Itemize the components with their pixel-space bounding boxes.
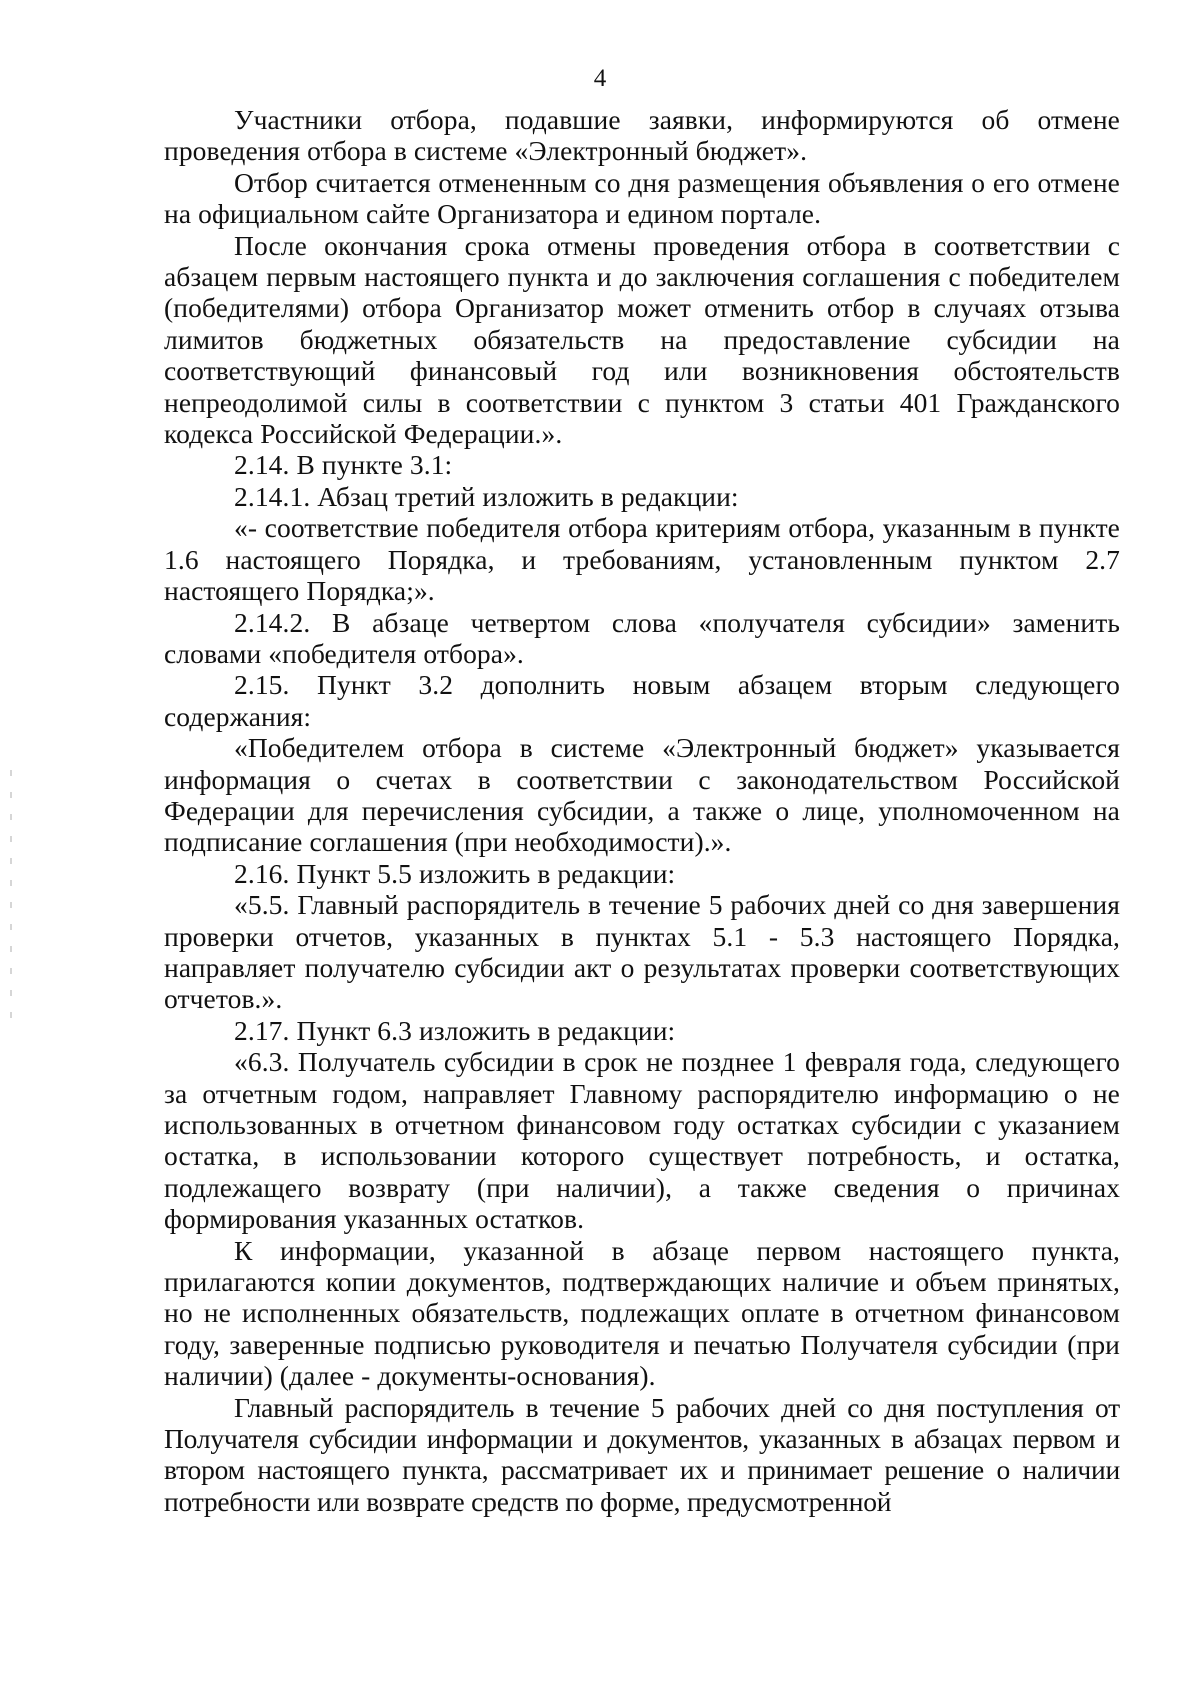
document-body [164, 104, 1120, 1517]
paragraph-11: «5.5. Главный распорядитель в течение 5 рабочих дней со дня завершения проверки отчетов, указанных в пунктах 5.1 - 5.3 настоящего Порядка, направляет получателю субсидии акт о результатах проверки соответствующих отчетов.». [164, 889, 1120, 1015]
page-number: 4 [593, 65, 607, 92]
paragraph-14: К информации, указанной в абзаце первом настоящего пункта, прилагаются копии документов, подтверждающих наличие и объем принятых, но не исполненных обязательств, подлежащих оплате в отчетном финансовом году, заверенные подписью руководителя и печатью Получателя субсидии (при наличии) (далее - документы-основания). [164, 1234, 1120, 1392]
paragraph-3: После окончания срока отмены проведения отбора в соответствии с абзацем первым настоящего пункта и до заключения соглашения с победителем (победителями) отбора Организатор может отменить отбор в случаях отзыва лимитов бюджетных обязательств на предоставление субсидии на соответствующий финансовый год или возникновения обстоятельств непреодолимой силы в соответствии с пунктом 3 статьи 401 Гражданского кодекса Российской Федерации.». [164, 229, 1120, 450]
paragraph-4: 2.14. В пункте 3.1: [234, 449, 453, 481]
paragraph-10: 2.16. Пункт 5.5 изложить в редакции: [234, 857, 676, 889]
paragraph-9: «Победителем отбора в системе «Электронный бюджет» указывается информация о счетах в соответствии с законодательством Российской Федерации для перечисления субсидии, а также о лице, уполномоченном на подписание соглашения (при необходимости).». [164, 732, 1120, 858]
paragraph-6: «- соответствие победителя отбора критериям отбора, указанным в пункте 1.6 настоящего Порядка, и требованиям, установленным пунктом 2.7 настоящего Порядка;». [164, 512, 1120, 607]
paragraph-5: 2.14.1. Абзац третий изложить в редакции: [234, 480, 739, 512]
paragraph-13: «6.3. Получатель субсидии в срок не позднее 1 февраля года, следующего за отчетным годом, направляет Главному распорядителю информацию о не использованных в отчетном финансовом году остатках субсидии с указанием остатка, в использовании которого существует потребность, и остатка, подлежащего возврату (при наличии), а также сведения о причинах формирования указанных остатков. [164, 1046, 1120, 1235]
paragraph-8: 2.15. Пункт 3.2 дополнить новым абзацем вторым следующего содержания: [164, 669, 1120, 732]
paragraph-2: Отбор считается отмененным со дня размещения объявления о его отмене на официальном сайте Организатора и едином портале. [164, 166, 1120, 230]
paragraph-1: Участники отбора, подавшие заявки, информируются об отмене проведения отбора в системе «Электронный бюджет». [164, 104, 1120, 167]
paragraph-12: 2.17. Пункт 6.3 изложить в редакции: [234, 1014, 676, 1046]
paragraph-7: 2.14.2. В абзаце четвертом слова «получателя субсидии» заменить словами «победителя отбора». [164, 606, 1120, 669]
paragraph-15: Главный распорядитель в течение 5 рабочих дней со дня поступления от Получателя субсидии информации и документов, указанных в абзацах первом и втором настоящего пункта, рассматривает их и принимает решение о наличии потребности или возврате средств по форме, предусмотренной [164, 1391, 1120, 1517]
scan-edge-artifact [10, 770, 12, 1020]
